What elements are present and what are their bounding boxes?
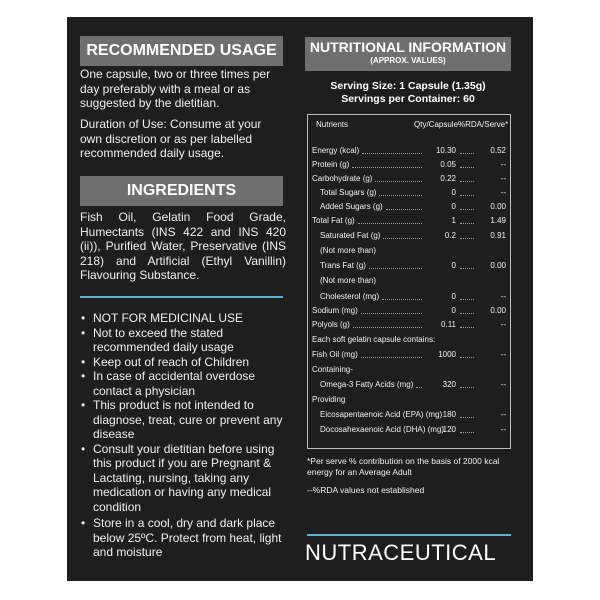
footnote-rda: *Per serve % contribution on the basis of 2000 kcal energy for an Average Adult (307, 456, 500, 477)
nutrient-label: Carbohydrate (g) (312, 174, 373, 183)
leader-dots (353, 327, 422, 328)
nutrient-label: Protein (g) (312, 160, 350, 169)
nutrient-qty: 120 (442, 425, 456, 434)
nutrient-qty: 1000 (438, 350, 456, 359)
usage-text: One capsule, two or three times per day preferably with a meal or as suggested by the dietitian. (80, 67, 271, 110)
nutrient-label: Docosahexaenoic Acid (DHA) (mg) (320, 425, 445, 434)
nutrient-label: Total Fat (g) (312, 216, 355, 225)
leader-dots (361, 357, 422, 358)
leader-dots (386, 209, 422, 210)
nutrient-row (308, 349, 510, 361)
leader-dots (375, 181, 422, 182)
nutrient-qty: 0.22 (440, 174, 456, 183)
nutrient-qty: 0.05 (440, 160, 456, 169)
nutrient-rda: -- (500, 425, 506, 434)
nutrient-qty: 10.30 (435, 146, 456, 155)
nutrient-rda: 0.00 (490, 306, 506, 315)
nutrient-row (308, 145, 510, 157)
nutrient-row (308, 409, 510, 421)
nutrient-label: (Not more than) (320, 276, 377, 285)
nutrient-label: Omega-3 Fatty Acids (mg) (320, 380, 414, 389)
brand-divider (307, 534, 511, 536)
nutrient-row (308, 275, 510, 287)
nutrition-header (305, 37, 511, 71)
section-divider (80, 296, 283, 298)
nutrient-row (308, 334, 510, 346)
nutrient-row (308, 245, 510, 257)
nutrient-row (308, 201, 510, 213)
nutrient-label: (Not more than) (320, 246, 377, 255)
nutrient-qty: 0.2 (444, 231, 456, 240)
ingredients-text: Fish Oil, Gelatin Food Grade, Humectants (INS 422 and INS 420 (ii)), Purified Water, Preservative (INS 218) and Artificial (Ethyl Vanillin) Flavouring Substance. (80, 210, 286, 282)
col-nutrients: Nutrients (316, 120, 349, 129)
nutrient-row (308, 364, 510, 376)
nutrient-rda: 1.49 (490, 216, 506, 225)
leader-dots (369, 268, 422, 269)
col-qty: Qty/Capsule (414, 120, 459, 129)
nutrient-qty: 0 (451, 306, 456, 315)
nutrient-row (308, 215, 510, 227)
nutrient-row (308, 230, 510, 242)
leader-dots (361, 313, 422, 314)
nutrient-row (308, 424, 510, 436)
footnote-not-established: --%RDA values not established (307, 485, 425, 495)
nutrient-label: Providing (312, 395, 346, 404)
nutrient-label: Cholesterol (mg) (320, 292, 380, 301)
nutrient-rda: -- (500, 188, 506, 197)
nutrient-label: Containing- (312, 365, 353, 374)
serving-size: Serving Size: 1 Capsule (1.35g) (330, 80, 486, 92)
warning-item: • Keep out of reach of Children (80, 355, 286, 370)
nutrient-qty: 0.11 (441, 320, 456, 329)
warning-item: • In case of accidental overdose contact a physician (80, 369, 286, 398)
warning-item: • Not to exceed the stated recommended daily usage (80, 326, 286, 355)
nutrient-rda: 0.52 (490, 146, 506, 155)
nutrient-row (308, 379, 510, 391)
nutrient-rda: -- (500, 380, 506, 389)
nutrient-rda: 0.00 (490, 261, 506, 270)
nutrient-label: Polyols (g) (312, 320, 350, 329)
nutrient-rda: 0.00 (490, 202, 506, 211)
warning-item: • Store in a cool, dry and dark place below 25ºC. Protect from heat, light and moisture (80, 516, 286, 560)
col-rda: %RDA/Serve* (458, 120, 509, 129)
nutrition-table (307, 114, 511, 449)
nutrient-label: Each soft gelatin capsule contains: (312, 335, 436, 344)
nutrient-qty: 320 (442, 380, 456, 389)
nutrition-title: NUTRITIONAL INFORMATION (309, 39, 507, 55)
duration-text: Duration of Use: Consume at your own discretion or as per labelled recommended daily usage. (80, 117, 262, 160)
usage-header: RECOMMENDED USAGE (80, 36, 283, 66)
nutrient-row (308, 291, 510, 303)
nutrient-label: Fish Oil (mg) (312, 350, 358, 359)
nutrient-rda: -- (500, 350, 506, 359)
nutrient-rda: -- (500, 160, 506, 169)
nutrient-row (308, 173, 510, 185)
brand-label: NUTRACEUTICAL (305, 540, 497, 565)
nutrient-label: Trans Fat (g) (320, 261, 366, 270)
nutrient-row (308, 319, 510, 331)
nutrient-qty: 1 (451, 216, 456, 225)
nutrient-qty: 0 (451, 188, 456, 197)
nutrient-row (308, 305, 510, 317)
nutrient-rda: -- (500, 320, 506, 329)
leader-dots (382, 299, 422, 300)
nutrient-rda: -- (500, 292, 506, 301)
nutrient-rda: 0.91 (490, 231, 506, 240)
nutrient-qty: 0 (451, 292, 456, 301)
warning-item: • NOT FOR MEDICINAL USE (80, 311, 286, 326)
nutrient-row (308, 260, 510, 272)
nutrient-qty: 180 (442, 410, 456, 419)
leader-dots (362, 153, 422, 154)
nutrient-rda: -- (500, 410, 506, 419)
nutrient-label: Total Sugars (g) (320, 188, 377, 197)
nutrient-row (308, 159, 510, 171)
nutrition-subtitle: (APPROX. VALUES) (370, 56, 446, 65)
nutrient-rda: -- (500, 174, 506, 183)
leader-dots (352, 167, 422, 168)
nutrient-label: Sodium (mg) (312, 306, 358, 315)
nutrient-qty: 0 (451, 261, 456, 270)
nutrient-label: Eicosapentaenoic Acid (EPA) (mg) (320, 410, 443, 419)
nutrient-label: Added Sugars (g) (320, 202, 383, 211)
servings-per-container: Servings per Container: 60 (341, 93, 475, 105)
nutrient-row (308, 394, 510, 406)
nutrient-qty: 0 (451, 202, 456, 211)
warning-item: • This product is not intended to diagnose, treat, cure or prevent any disease (80, 398, 286, 442)
nutrient-label: Energy (kcal) (312, 146, 360, 155)
warnings-list (80, 311, 286, 560)
nutrient-row (308, 187, 510, 199)
leader-dots (358, 223, 422, 224)
nutrient-label: Saturated Fat (g) (320, 231, 381, 240)
leader-dots (379, 195, 422, 196)
leader-dots (383, 238, 422, 239)
warning-item: • Consult your dietitian before using this product if you are Pregnant & Lactating, nursing, taking any medication or having any medical condition (80, 442, 286, 515)
ingredients-header: INGREDIENTS (80, 176, 283, 206)
